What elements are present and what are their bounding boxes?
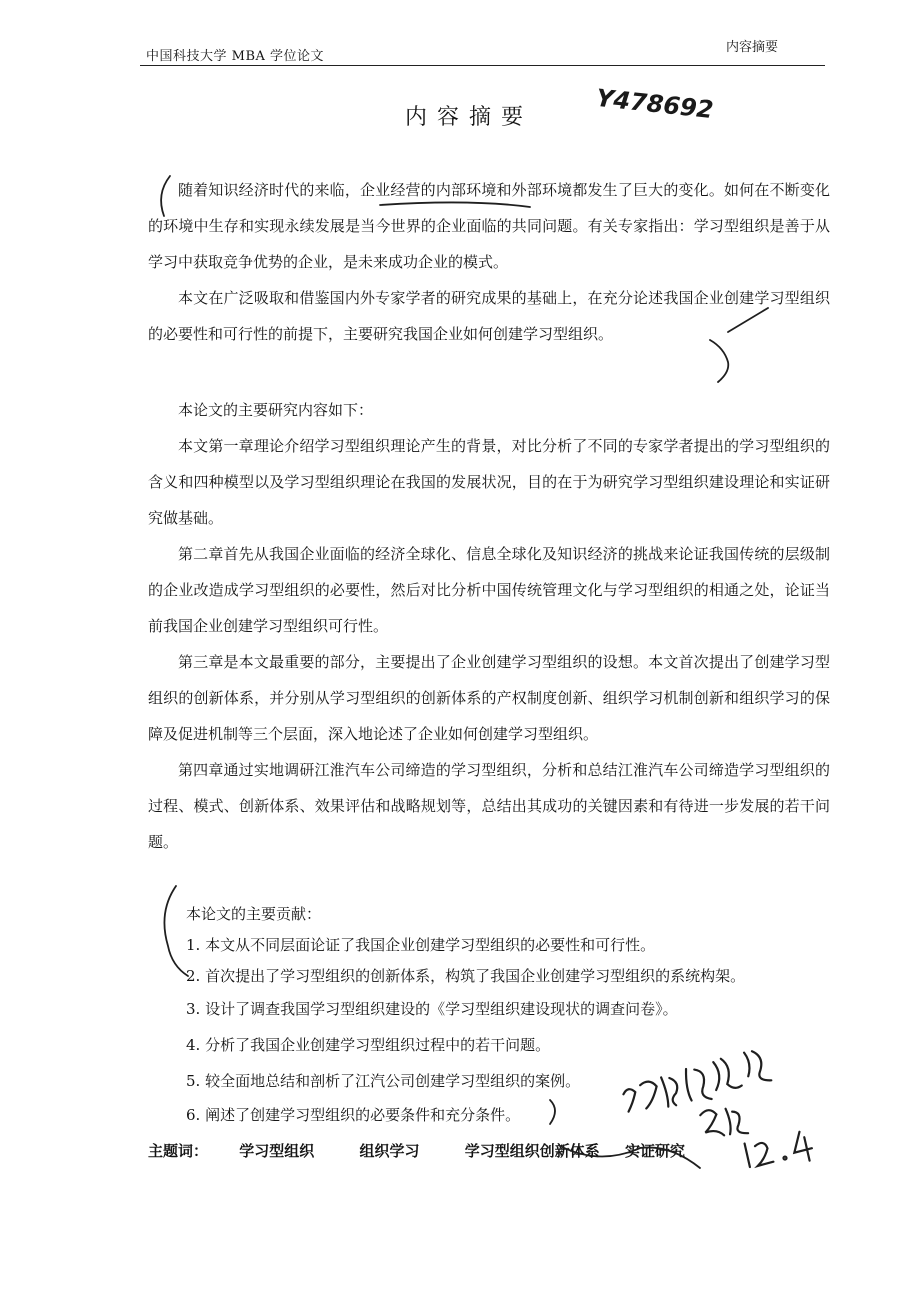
keywords-label: 主题词： bbox=[148, 1142, 209, 1160]
contribution-item-5: 5. 较全面地总结和剖析了江汽公司创建学习型组织的案例。 bbox=[186, 1072, 581, 1090]
underline-mark-paragraph-1 bbox=[380, 202, 530, 207]
contribution-item-2: 2. 首次提出了学习型组织的创新体系，构筑了我国企业创建学习型组织的系统构架。 bbox=[186, 967, 746, 985]
abstract-paragraph-1: 随着知识经济时代的来临，企业经营的内部环境和外部环境都发生了巨大的变化。如何在不断变化的环境中生存和实现永续发展是当今世界的企业面临的共同问题。有关专家指出：学习型组织是善于从学习中获取竞争优势的企业，是未来成功企业的模式。 bbox=[148, 181, 830, 271]
keyword-2: 组织学习 bbox=[359, 1142, 420, 1160]
contribution-item-1: 1. 本文从不同层面论证了我国企业创建学习型组织的必要性和可行性。 bbox=[186, 936, 656, 954]
abstract-paragraph-5: 第二章首先从我国企业面临的经济全球化、信息全球化及知识经济的挑战来论证我国传统的层级制的企业改造成学习型组织的必要性，然后对比分析中国传统管理文化与学习型组织的相通之处，论证当前我国企业创建学习型组织可行性。 bbox=[148, 545, 830, 635]
check-tick-paragraph-2 bbox=[728, 308, 768, 332]
abstract-paragraph-7: 第四章通过实地调研江淮汽车公司缔造的学习型组织，分析和总结江淮汽车公司缔造学习型组织的过程、模式、创新体系、效果评估和战略规划等，总结出其成功的关键因素和有待进一步发展的若干问题。 bbox=[148, 761, 830, 851]
check-mark-paragraph-2 bbox=[710, 340, 728, 382]
bracket-mark-paragraph-1 bbox=[161, 176, 170, 216]
abstract-paragraph-4: 本文第一章理论介绍学习型组织理论产生的背景，对比分析了不同的专家学者提出的学习型组织的含义和四种模型以及学习型组织理论在我国的发展状况，目的在于为研究学习型组织建设理论和实证研究做基础。 bbox=[148, 437, 830, 527]
contribution-item-6: 6. 阐述了创建学习型组织的必要条件和充分条件。 bbox=[186, 1106, 521, 1124]
header-right-section: 内容摘要 bbox=[726, 40, 779, 55]
abstract-paragraph-6: 第三章是本文最重要的部分，主要提出了企业创建学习型组织的设想。本文首次提出了创建学习型组织的创新体系，并分别从学习型组织的创新体系的产权制度创新、组织学习机制创新和组织学习的保障及促进机制等三个层面，深入地论述了企业如何创建学习型组织。 bbox=[148, 653, 830, 743]
bracket-mark-contributions bbox=[164, 886, 188, 976]
abstract-paragraph-2: 本文在广泛吸取和借鉴国内外专家学者的研究成果的基础上，在充分论述我国企业创建学习型组织的必要性和可行性的前提下，主要研究我国企业如何创建学习型组织。 bbox=[148, 289, 830, 343]
archive-stamp: Y478692 bbox=[594, 83, 715, 125]
abstract-paragraph-3: 本论文的主要研究内容如下： bbox=[178, 401, 374, 419]
bracket-mark-item-6 bbox=[550, 1100, 555, 1124]
keyword-4: 实证研究 bbox=[625, 1142, 686, 1160]
keyword-1: 学习型组织 bbox=[239, 1142, 315, 1160]
contributions-heading: 本论文的主要贡献： bbox=[186, 905, 322, 923]
page-title: 内容摘要 bbox=[405, 105, 534, 130]
underline-mark-keywords bbox=[560, 1146, 700, 1168]
contribution-item-3: 3. 设计了调查我国学习型组织建设的《学习型组织建设现状的调查问卷》。 bbox=[186, 1000, 678, 1018]
keyword-3: 学习型组织创新体系 bbox=[464, 1142, 600, 1160]
contribution-item-4: 4. 分析了我国企业创建学习型组织过程中的若干问题。 bbox=[186, 1036, 551, 1054]
header-left-title: 中国科技大学 MBA 学位论文 bbox=[146, 49, 325, 64]
